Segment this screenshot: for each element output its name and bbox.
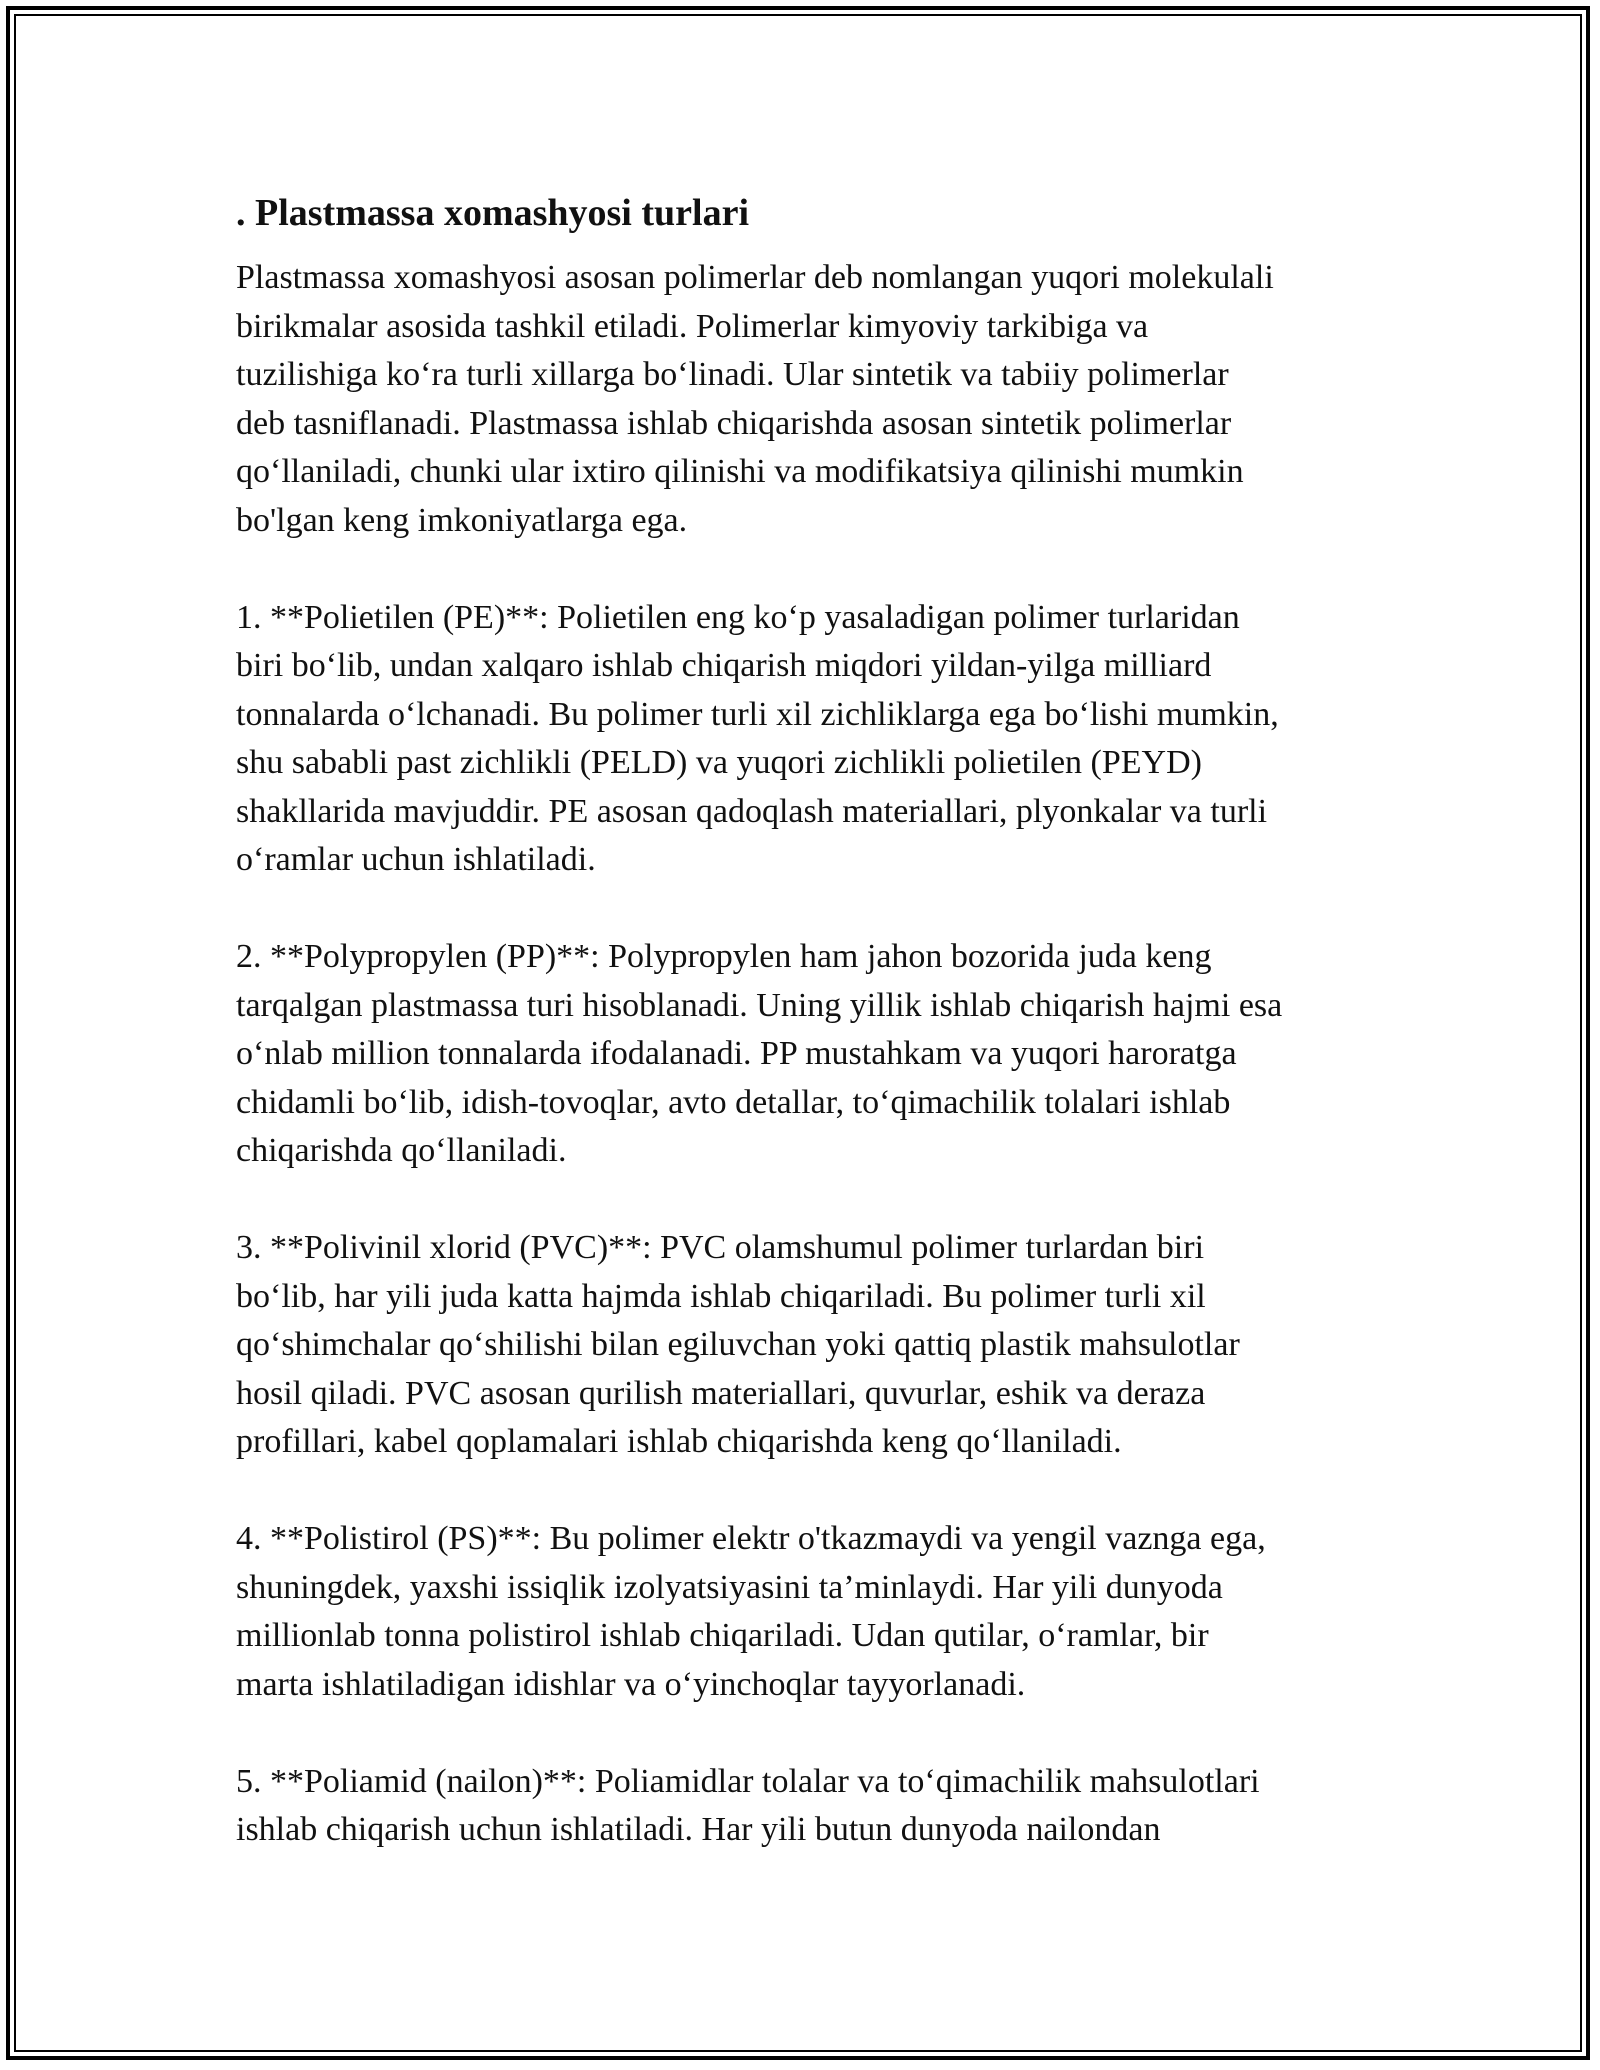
paragraph-polietilen <box>236 594 1376 885</box>
paragraph-line: Plastmassa xomashyosi asosan polimerlar deb nomlangan yuqori molekulali <box>236 259 1274 296</box>
paragraph-polypropylen <box>236 933 1376 1176</box>
paragraph-line: tarqalgan plastmassa turi hisoblanadi. Uning yillik ishlab chiqarish hajmi esa <box>236 986 1283 1024</box>
paragraph-line: qoʻllaniladi, chunki ular ixtiro qilinishi va modifikatsiya qilinishi mumkin <box>236 453 1244 490</box>
document-title: . Plastmassa xomashyosi turlari <box>236 192 749 234</box>
paragraph-line: 2. **Polypropylen (PP)**: Polypropylen ham jahon bozorida juda keng <box>236 938 1212 975</box>
paragraph-line: shuningdek, yaxshi issiqlik izolyatsiyasini ta’minlaydi. Har yili dunyoda <box>236 1568 1223 1606</box>
paragraph-line: oʻnlab million tonnalarda ifodalanadi. PP mustahkam va yuqori haroratga <box>236 1035 1237 1072</box>
paragraph-line: chidamli boʻlib, idish-tovoqlar, avto detallar, toʻqimachilik tolalari ishlab <box>236 1083 1231 1121</box>
paragraph-line: birikmalar asosida tashkil etiladi. Polimerlar kimyoviy tarkibiga va <box>236 307 1149 345</box>
paragraph-line: shakllarida mavjuddir. PE asosan qadoqlash materiallari, plyonkalar va turli <box>236 792 1268 830</box>
paragraph-line: marta ishlatiladigan idishlar va oʻyinchoqlar tayyorlanadi. <box>236 1665 1026 1703</box>
paragraph-line: chiqarishda qoʻllaniladi. <box>236 1132 567 1169</box>
paragraph-line: millionlab tonna polistirol ishlab chiqariladi. Udan qutilar, oʻramlar, bir <box>236 1617 1209 1654</box>
paragraph-line: profillari, kabel qoplamalari ishlab chiqarishda keng qoʻllaniladi. <box>236 1423 1122 1460</box>
paragraph-line: boʻlib, har yili juda katta hajmda ishlab chiqariladi. Bu polimer turli xil <box>236 1277 1206 1315</box>
paragraph-poliamid <box>236 1758 1376 1855</box>
paragraph-line: 1. **Polietilen (PE)**: Polietilen eng koʻp yasaladigan polimer turlaridan <box>236 598 1240 636</box>
paragraph-line: ishlab chiqarish uchun ishlatiladi. Har yili butun dunyoda nailondan <box>236 1811 1161 1848</box>
document-body <box>236 186 1376 1903</box>
paragraph-line: tuzilishiga koʻra turli xillarga boʻlinadi. Ular sintetik va tabiiy polimerlar <box>236 356 1229 393</box>
paragraph-line: shu sababli past zichlikli (PELD) va yuqori zichlikli polietilen (PEYD) <box>236 744 1202 781</box>
paragraph-pvc <box>236 1224 1376 1467</box>
paragraph-line: qoʻshimchalar qoʻshilishi bilan egiluvchan yoki qattiq plastik mahsulotlar <box>236 1326 1240 1363</box>
paragraph-line: 5. **Poliamid (nailon)**: Poliamidlar tolalar va toʻqimachilik mahsulotlari <box>236 1762 1260 1800</box>
paragraph-line: biri boʻlib, undan xalqaro ishlab chiqarish miqdori yildan-yilga milliard <box>236 647 1212 684</box>
paragraph-polistirol <box>236 1515 1376 1709</box>
paragraph-line: 4. **Polistirol (PS)**: Bu polimer elektr o'tkazmaydi va yengil vaznga ega, <box>236 1520 1266 1557</box>
paragraph-line: hosil qiladi. PVC asosan qurilish materiallari, quvurlar, eshik va deraza <box>236 1374 1206 1412</box>
paragraph-line: bo'lgan keng imkoniyatlarga ega. <box>236 501 688 539</box>
paragraph-intro <box>236 254 1376 545</box>
paragraph-line: oʻramlar uchun ishlatiladi. <box>236 841 596 878</box>
paragraph-line: tonnalarda oʻlchanadi. Bu polimer turli xil zichliklarga ega boʻlishi mumkin, <box>236 695 1279 733</box>
paragraph-line: deb tasniflanadi. Plastmassa ishlab chiqarishda asosan sintetik polimerlar <box>236 404 1232 442</box>
paragraph-line: 3. **Polivinil xlorid (PVC)**: PVC olamshumul polimer turlardan biri <box>236 1229 1205 1266</box>
